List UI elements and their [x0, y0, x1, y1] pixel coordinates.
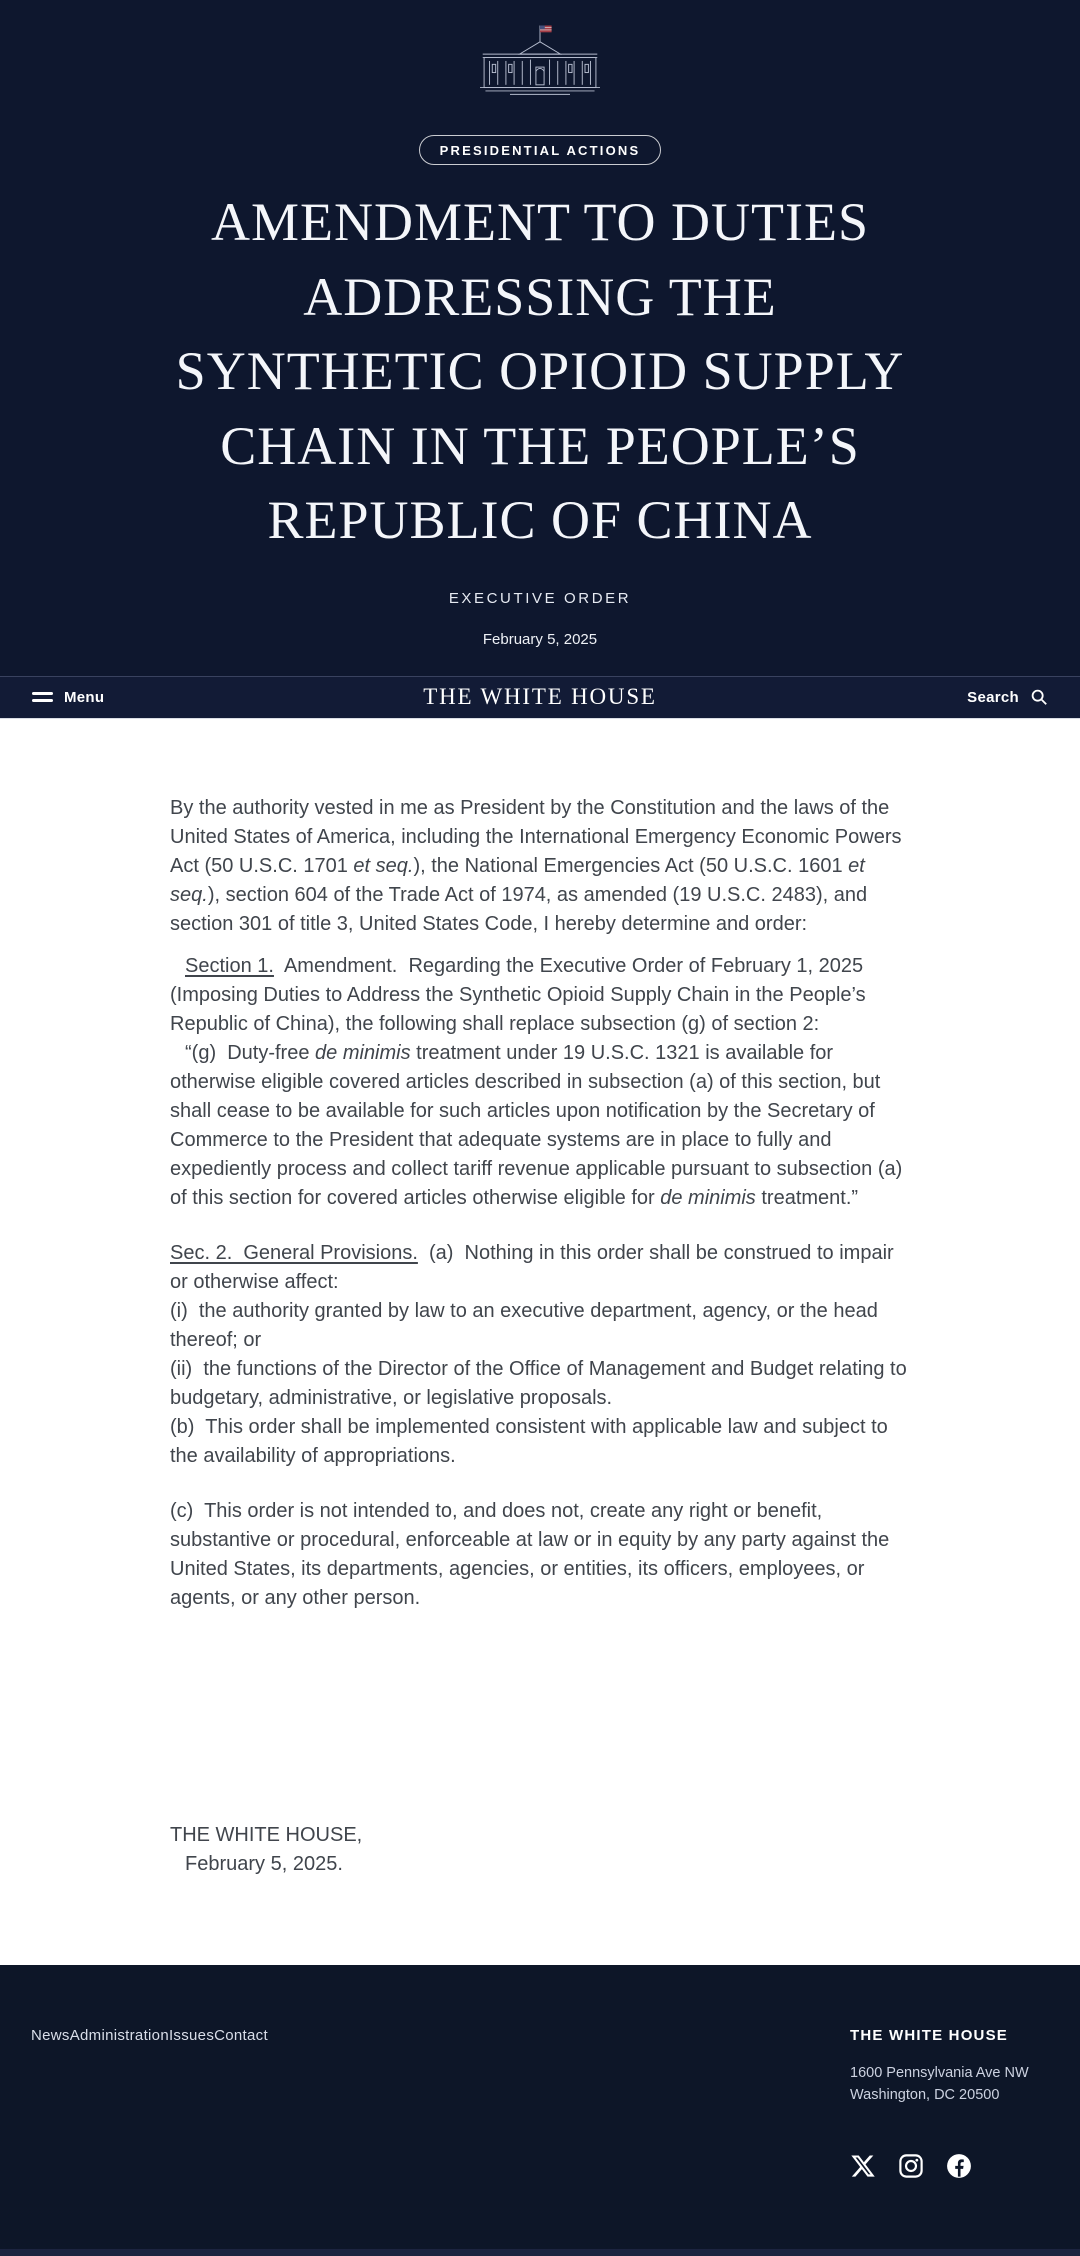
footer-address-line-2: Washington, DC 20500 — [850, 2087, 1000, 2104]
footer-address-line-1: 1600 Pennsylvania Ave NW — [850, 2064, 1029, 2081]
page-title-line: AMENDMENT TO DUTIES — [210, 192, 869, 252]
article-content — [0, 718, 1080, 1965]
search-button[interactable] — [961, 687, 1054, 707]
closing-line-2: February 5, 2025. — [185, 1852, 343, 1875]
menu-button[interactable] — [26, 688, 110, 707]
page-title-line: SYNTHETIC OPIOID SUPPLY — [175, 341, 905, 402]
executive-order-body — [170, 794, 913, 1613]
page-title-line: CHAIN IN THE PEOPLE’S — [220, 415, 860, 476]
hero-date: February 5, 2025 — [482, 630, 598, 648]
presidential-actions-badge[interactable]: PRESIDENTIAL ACTIONS — [419, 135, 662, 165]
x-icon[interactable] — [850, 2153, 876, 2179]
search-icon — [1030, 688, 1048, 706]
closing-line-1: THE WHITE HOUSE, — [170, 1823, 363, 1846]
article-paragraph: By the authority vested in me as President by the Constitution and the laws of the United States of America, including the International Emergency Economic Powers Act (50 U.S.C. 1701 et seq.), the National Emergencies Act (50 U.S.C. 1601 et seq.), section 604 of the Trade Act of 1974, as amended (19 U.S.C. 2483), and section 301 of title 3, United States Code, I hereby determine and order: — [170, 796, 906, 935]
footer-link-administration[interactable]: Administration — [69, 2026, 169, 2044]
search-label: Search — [967, 688, 1019, 706]
article-paragraph: (ii) the functions of the Director of the Office of Management and Budget relating to budgetary, administrative, or legislative proposals. — [170, 1357, 913, 1409]
footer-link-issues[interactable]: Issues — [168, 2026, 215, 2044]
footer-address-block — [850, 2027, 1050, 2249]
facebook-icon[interactable] — [946, 2153, 972, 2179]
footer-link-contact[interactable]: Contact — [214, 2026, 268, 2044]
navbar-brand[interactable]: THE WHITE HOUSE — [423, 684, 657, 710]
executive-order-kicker: EXECUTIVE ORDER — [448, 589, 632, 607]
top-navbar — [0, 676, 1080, 718]
footer-bottom-strip — [0, 2249, 1080, 2256]
article-paragraph: Section 1. Amendment. Regarding the Executive Order of February 1, 2025 (Imposing Duties to Address the Synthetic Opioid Supply Chain in the People’s Republic of China), the following shall replace subsection (g) of section 2: — [170, 954, 872, 1035]
instagram-icon[interactable] — [898, 2153, 924, 2179]
social-links — [850, 2153, 1050, 2179]
hamburger-icon — [32, 692, 53, 702]
footer-links — [31, 2027, 268, 2249]
article-paragraph: (c) This order is not intended to, and does not, create any right or benefit, substantive or procedural, enforceable at law or in equity by any party against the United States, its departments, agencies, or entities, its officers, employees, or agents, or any other person. — [170, 1499, 895, 1609]
page-title — [130, 185, 950, 558]
page-title-line: ADDRESSING THE — [303, 266, 777, 327]
article-paragraph: (b) This order shall be implemented consistent with applicable law and subject to the availability of appropriations. — [170, 1415, 894, 1467]
footer-link-news[interactable]: News — [31, 2026, 70, 2044]
article-paragraph: “(g) Duty-free de minimis treatment under 19 U.S.C. 1321 is available for otherwise eligible covered articles described in subsection (a) of this section, but shall cease to be available for such articles upon notification by the Secretary of Commerce to the President that adequate systems are in place to fully and expediently process and collect tariff revenue applicable pursuant to subsection (a) of this section for covered articles otherwise eligible for de minimis treatment.” — [170, 1041, 908, 1209]
article-paragraph: (i) the authority granted by law to an executive department, agency, or the head thereof; or — [170, 1299, 884, 1351]
footer-brand: THE WHITE HOUSE — [850, 2026, 1009, 2044]
page-title-line: REPUBLIC OF CHINA — [267, 490, 813, 551]
hero-section — [0, 0, 1080, 676]
menu-label: Menu — [64, 688, 105, 706]
closing-block — [170, 1821, 910, 1879]
white-house-illustration-icon — [465, 22, 615, 104]
white-house-logo[interactable] — [465, 22, 615, 109]
article-paragraph: Sec. 2. General Provisions. (a) Nothing in this order shall be construed to impair or otherwise affect: — [170, 1241, 900, 1293]
footer — [0, 1965, 1080, 2256]
